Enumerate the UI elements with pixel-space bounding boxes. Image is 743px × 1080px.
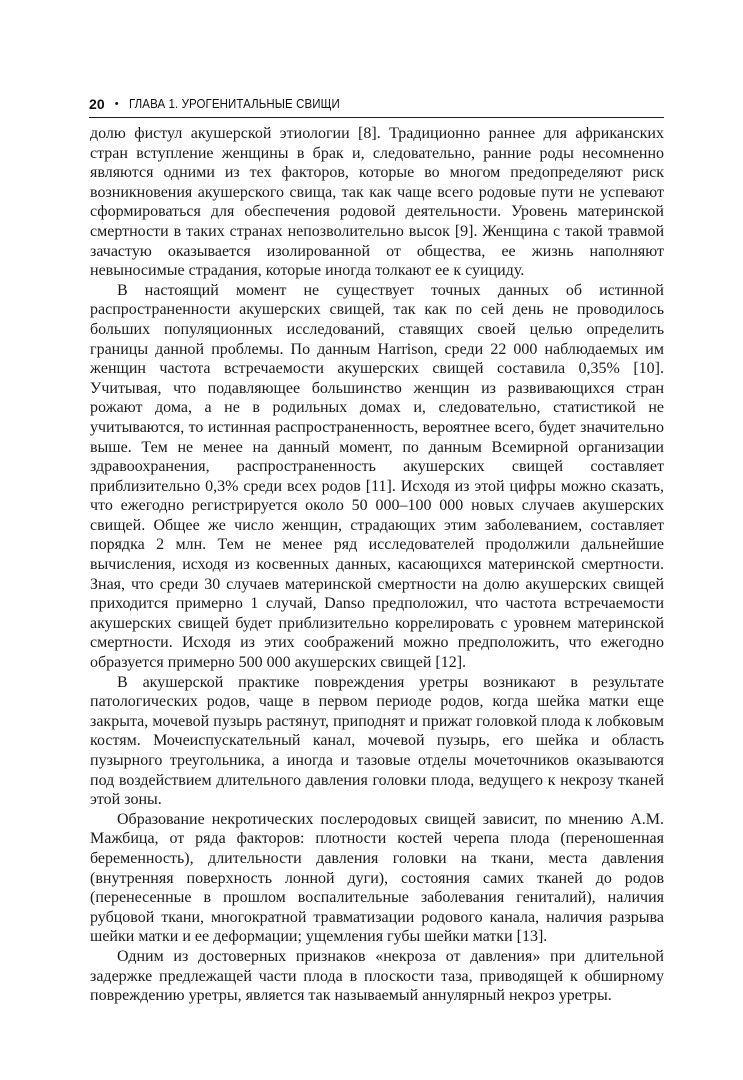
header-bullet: •	[114, 98, 119, 110]
paragraph-1: долю фистул акушерской этиологии [8]. Традиционно раннее для африканских стран вступление женщины в брак и, следовательно, ранние роды несомненно являются одними из тех факторов, которые во многом предопределяют риск возникновения акушерского свища, так как чаще всего родовые пути не успевают сформироваться для обеспечения родовой деятельности. Уровень материнской смертности в таких странах непозволительно высок [9]. Женщина с такой травмой зачастую оказывается изолированной от общества, ее жизнь наполняют невыносимые страдания, которые иногда толкают ее к суициду.	[90, 125, 664, 280]
chapter-title: ГЛАВА 1. УРОГЕНИТАЛЬНЫЕ СВИЩИ	[128, 97, 340, 111]
header-rule	[89, 117, 664, 118]
page-number: 20	[89, 96, 105, 112]
body-text	[90, 124, 664, 1006]
paragraph-3: В акушерской практике повреждения уретры возникают в результате патологических родов, чаще в первом периоде родов, когда шейка матки еще закрыта, мочевой пузырь растянут, приподнят и прижат головкой плода к лобковым костям. Мочеиспускательный канал, мочевой пузырь, его шейка и область пузырного треугольника, а иногда и тазовые отделы мочеточников оказываются под воздействием длительного давления головки плода, ведущего к некрозу тканей этой зоны.	[90, 673, 664, 809]
running-header	[89, 93, 664, 115]
paragraph-5: Одним из достоверных признаков «некроза от давления» при длительной задержке предлежащей части плода в плоскости таза, приводящей к обширному повреждению уретры, является так называемый аннулярный некроз уретры.	[90, 947, 664, 1005]
paragraph-4: Образование некротических послеродовых свищей зависит, по мнению А.М. Мажбица, от ряда факторов: плотности костей черепа плода (переношенная беременность), длительности давления головки на ткани, места давления (внутренняя поверхность лонной дуги), состояния самих тканей до родов (перенесенные в прошлом воспалительные заболевания гениталий), наличия рубцовой ткани, многократной травматизации родового канала, наличия разрыва шейки матки и ее деформации; ущемления губы шейки матки [13].	[90, 810, 664, 946]
paragraph-2: В настоящий момент не существует точных данных об истинной распространенности акушерских свищей, так как по сей день не проводилось больших популяционных исследований, ставящих своей целью определить границы данной проблемы. По данным Harrison, среди 22 000 наблюдаемых им женщин частота встречаемости акушерских свищей составила 0,35% [10]. Учитывая, что подавляющее большинство женщин из развивающихся стран рожают дома, а не в родильных домах и, следовательно, статистикой не учитываются, то истинная распространенность, вероятнее всего, будет значительно выше. Тем не менее на данный момент, по данным Всемирной организации здравоохранения, распространенность акушерских свищей составляет приблизительно 0,3% среди всех родов [11]. Исходя из этой цифры можно сказать, что ежегодно регистрируется около 50 000–100 000 новых случаев акушерских свищей. Общее же число женщин, страдающих этим заболеванием, составляет порядка 2 млн. Тем не менее ряд исследователей продолжили дальнейшие вычисления, исходя из косвенных данных, касающихся материнской смертности. Зная, что среди 30 случаев материнской смертности на долю акушерских свищей приходится примерно 1 случай, Danso предположил, что частота встречаемости акушерских свищей будет приблизительно коррелировать с уровнем материнской смертности. Исходя из этих соображений можно предположить, что ежегодно образуется примерно 500 000 акушерских свищей [12].	[90, 281, 664, 672]
